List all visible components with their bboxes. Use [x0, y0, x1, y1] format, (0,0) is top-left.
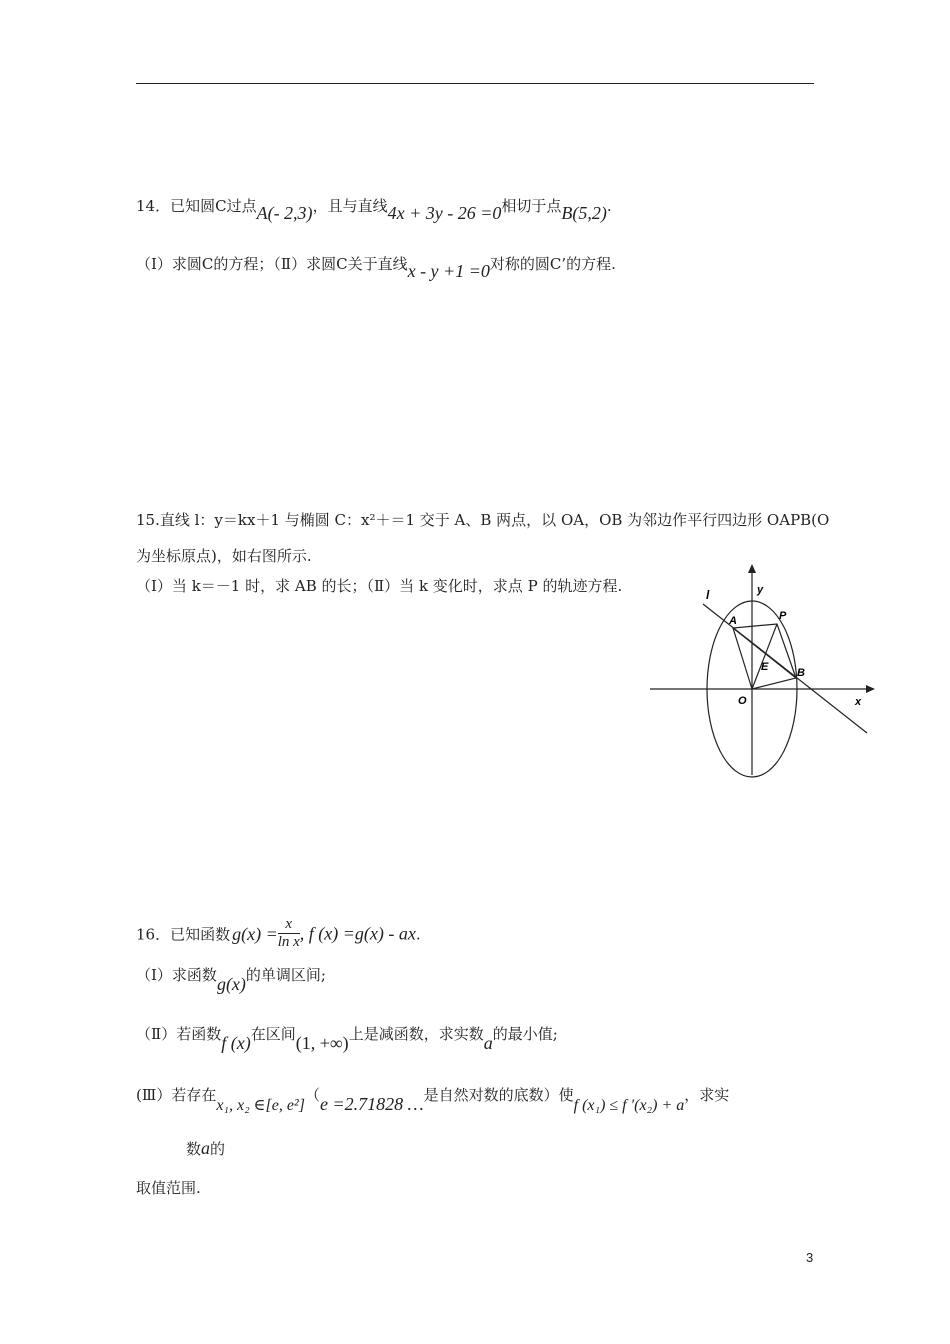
q14-text: （Ⅰ）求圆C的方程；（Ⅱ）求圆C关于直线 [136, 255, 408, 273]
q16-domain: x₁, x₂ ∈[e, e²] [216, 1097, 305, 1114]
fraction-numerator: x [278, 916, 300, 934]
q16-a: a [201, 1138, 211, 1158]
q16-part3 [136, 1084, 730, 1114]
q16-inequality: f (x₁) ≤ f ′(x₂) + a [573, 1097, 685, 1114]
q15-line3: （Ⅰ）当 k＝－1 时，求 AB 的长；（Ⅱ）当 k 变化时，求点 P 的轨迹方程. [136, 577, 623, 595]
label-e: E [761, 661, 769, 673]
label-b: B [797, 667, 805, 679]
q14-symmetry-line: x - y +1 =0 [407, 261, 490, 281]
label-o: O [738, 695, 747, 707]
q14-period: . [606, 197, 612, 215]
q16-intro [136, 918, 421, 953]
q14-text: ，且与直线 [312, 197, 388, 215]
q14-point-b: B(5,2) [561, 203, 607, 223]
q14-line2 [136, 253, 616, 281]
q16-gx: g(x) [216, 974, 246, 994]
q16-part2 [136, 1023, 558, 1053]
q16-fx: f (x) [221, 1033, 251, 1053]
q16-period: . [415, 925, 421, 944]
q16-text: （ [304, 1086, 320, 1104]
label-x: x [855, 696, 862, 708]
diagonal-op [752, 624, 777, 689]
q16-text: 的单调区间; [245, 966, 326, 984]
q14-line1 [136, 195, 612, 223]
q16-e-value: e =2.71828 … [319, 1094, 424, 1114]
label-y: y [757, 584, 764, 596]
q16-text: （Ⅰ）求函数 [136, 966, 217, 984]
q16-text: 是自然对数的底数）使 [423, 1086, 574, 1104]
q14-text: 14．已知圆C过点 [136, 197, 257, 215]
y-axis-arrow [748, 564, 756, 573]
q16-text: 上是减函数，求实数 [348, 1025, 484, 1043]
q16-text: 在区间 [250, 1025, 296, 1043]
q16-fraction [278, 916, 300, 951]
q15-figure [645, 560, 880, 780]
q16-interval: (1, +∞) [295, 1033, 349, 1053]
q15-line1: 15.直线 l：y＝kx＋1 与椭圆 C：x²＋＝1 交于 A、B 两点，以 OA，OB 为邻边作平行四边形 OAPB(O [136, 511, 830, 529]
q16-part1 [136, 964, 326, 994]
header-rule [136, 83, 814, 84]
q16-text: (Ⅲ）若存在 [136, 1086, 217, 1104]
q16-g-definition: g(x) = [232, 923, 278, 944]
q14-point-a: A(- 2,3) [256, 203, 313, 223]
q16-text: 16．已知函数 [136, 925, 231, 944]
q14-tangent-line: 4x + 3y - 26 =0 [387, 203, 502, 223]
q14-text: 对称的圆C’的方程. [489, 255, 616, 273]
q16-text: 的 [210, 1140, 226, 1158]
x-axis-arrow [866, 685, 875, 693]
q16-text: ，求实 [684, 1086, 730, 1104]
label-l: l [706, 588, 710, 602]
q16-a: a [483, 1033, 493, 1053]
label-p: P [779, 610, 787, 622]
q16-text: 的最小值; [492, 1025, 558, 1043]
fraction-denominator: ln x [277, 934, 300, 950]
line-l [703, 604, 867, 733]
q16-f-definition: , f (x) =g(x) - ax [299, 923, 416, 944]
q16-part3-cont [186, 1138, 225, 1159]
q16-part3-end: 取值范围. [136, 1179, 201, 1197]
q14-text: 相切于点 [501, 197, 562, 215]
q15-line2: 为坐标原点)，如右图所示. [136, 547, 312, 565]
page-number: 3 [806, 1250, 814, 1265]
q16-text: 数 [186, 1140, 202, 1158]
label-a: A [729, 615, 737, 627]
q16-text: （Ⅱ）若函数 [136, 1025, 222, 1043]
